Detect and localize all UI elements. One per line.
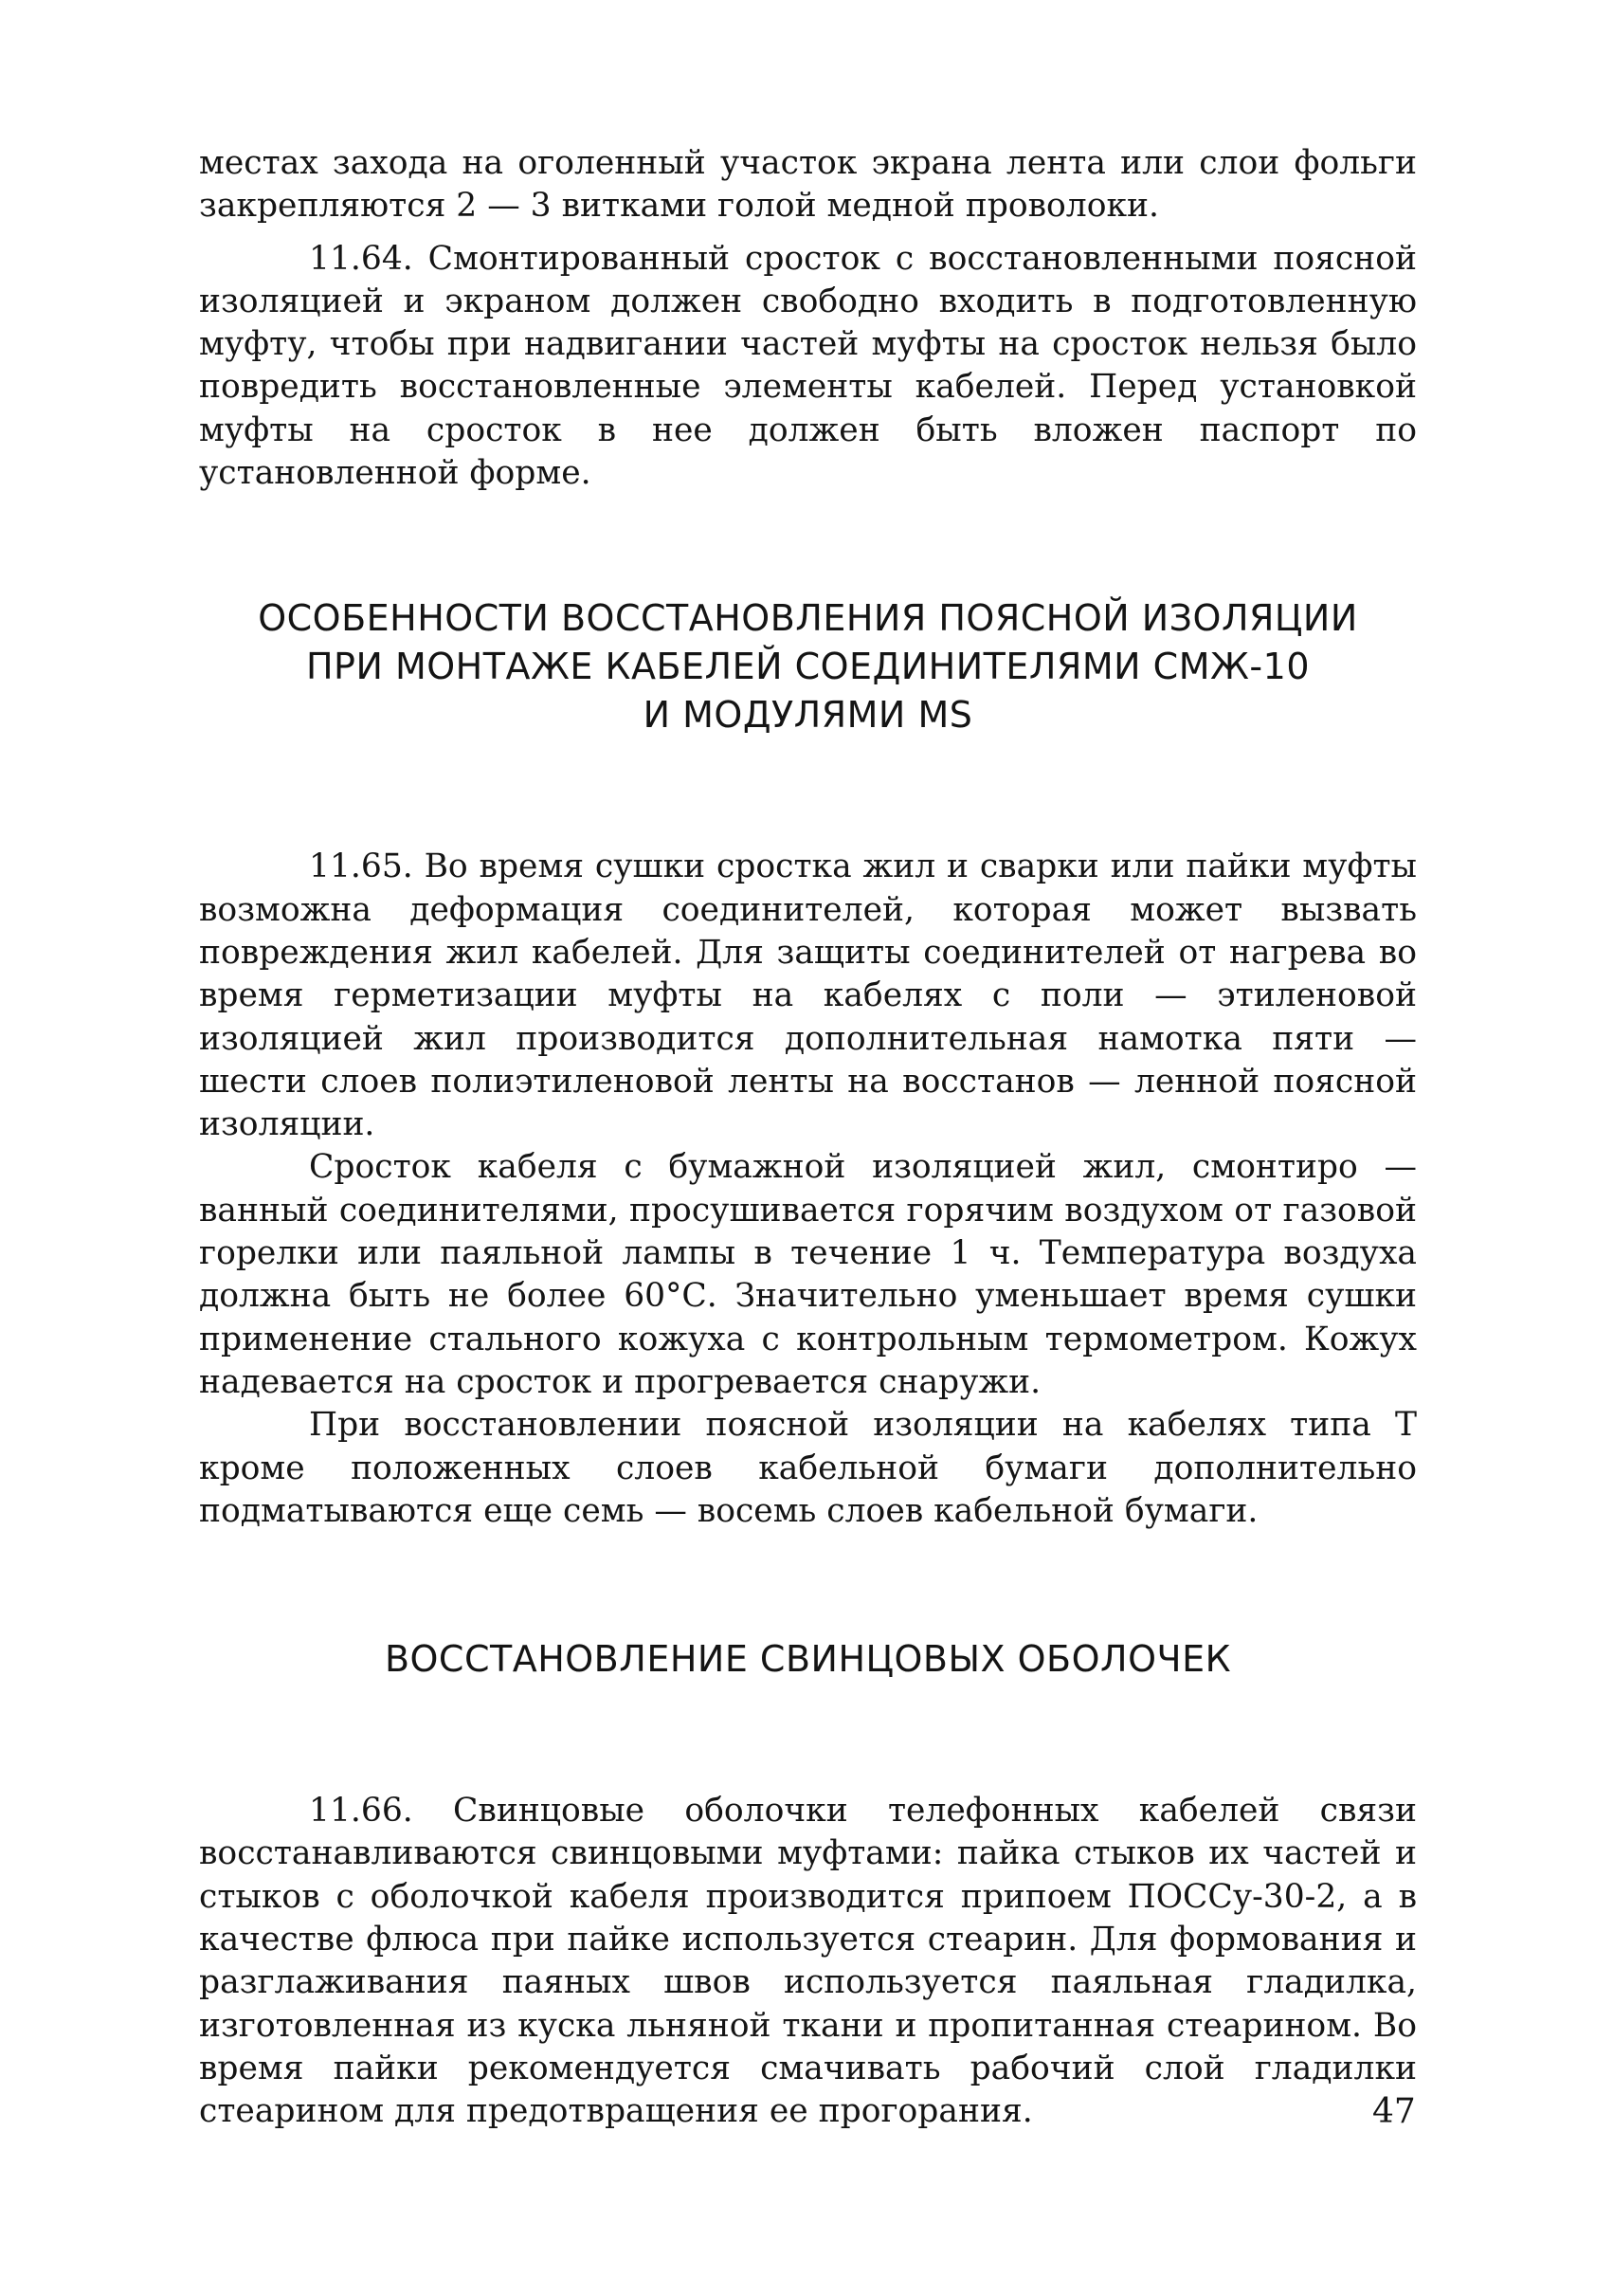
paragraph-11-66: 11.66. Свинцовые оболочки телефонных кабелей связи восстанавливаются свинцовыми муфтами: пайка стыков их частей и стыков с оболочкой кабеля производится припоем ПОССу-30-2, а в качестве флюса при пайке используется стеарин. Для формования и разглаживания паяных швов используется паяльная гладилка, изготовленная из куска льняной ткани и пропитанная стеарином. Во время пайки рекомендуется смачивать рабочий слой гладилки стеарином для предотвращения ее прогорания. — [199, 1792, 1417, 2131]
paragraph-drying: Сросток кабеля с бумажной изоляцией жил, смонтиро — ванный соединителями, просушивается горячим воздухом от газовой горелки или паяльной лампы в течение 1 ч. Температура воздуха должна быть не более 60°С. Значительно уменьшает время сушки применение стального кожуха с контрольным термометром. Кожух надевается на сросток и прогревается снаружи. — [199, 1148, 1417, 1401]
paragraph-11-65: 11.65. Во время сушки сростка жил и сварки или пайки муфты возможна деформация соединителей, которая может вызвать повреждения жил кабелей. Для защиты соединителей от нагрева во время герметизации муфты на кабелях с поли — этиленовой изоляцией жил производится дополнительная намотка пяти — шести слоев полиэтиленовой ленты на восстанов — ленной поясной изоляции. — [199, 847, 1417, 1144]
paragraph-continuation: местах захода на оголенный участок экрана лента или слои фольги закрепляются 2 — 3 витками голой медной проволоки. — [199, 144, 1417, 226]
paragraph-type-t-cables: При восстановлении поясной изоляции на кабелях типа Т кроме положенных слоев кабельной бумаги дополнительно подматываются еще семь — восемь слоев кабельной бумаги. — [199, 1406, 1417, 1530]
heading-line-1: ОСОБЕННОСТИ ВОССТАНОВЛЕНИЯ ПОЯСНОЙ ИЗОЛЯЦИИ — [258, 597, 1358, 640]
paragraph-11-64: 11.64. Смонтированный сросток с восстановленными поясной изоляцией и экраном должен свободно входить в подготовленную муфту, чтобы при надвигании частей муфты на сросток нельзя было повредить восстановленные элементы кабелей. Перед установкой муфты на сросток в нее должен быть вложен паспорт по установленной форме. — [199, 239, 1417, 493]
heading-line-2: ПРИ МОНТАЖЕ КАБЕЛЕЙ СОЕДИНИТЕЛЯМИ СМЖ-10 — [305, 646, 1310, 688]
section-heading-belt-insulation — [199, 594, 1417, 739]
section-heading-lead-sheaths — [199, 1635, 1417, 1684]
heading-line-3: И МОДУЛЯМИ MS — [643, 694, 973, 737]
document-page — [199, 142, 1417, 2134]
heading-lead-sheaths: ВОССТАНОВЛЕНИЕ СВИНЦОВЫХ ОБОЛОЧЕК — [384, 1638, 1232, 1681]
page-number: 47 — [1372, 2092, 1416, 2131]
